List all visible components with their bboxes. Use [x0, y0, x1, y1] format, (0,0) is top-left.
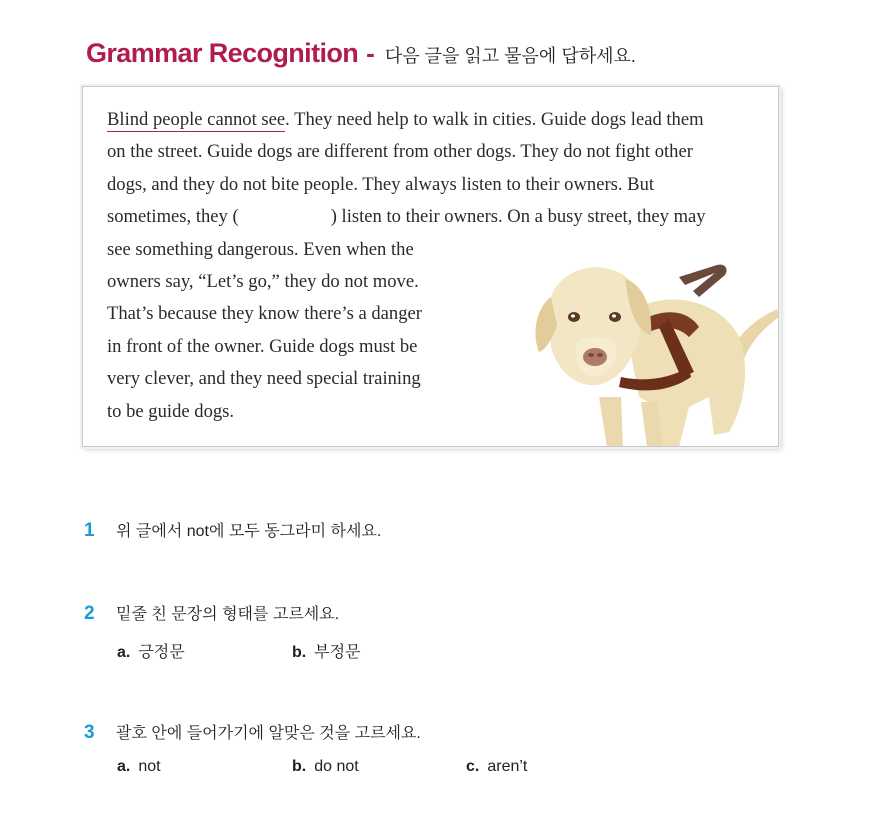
section-heading	[86, 38, 636, 69]
passage-line-2: on the street. Guide dogs are different from other dogs. They do not fight other	[107, 141, 693, 163]
question-text: 괄호 안에 들어가기에 알맞은 것을 고르세요.	[116, 725, 421, 742]
option-c[interactable]: c. aren’t	[466, 758, 528, 775]
option-a[interactable]: a. 긍정문	[117, 644, 185, 661]
passage-line-5: see something dangerous. Even when the	[107, 238, 414, 260]
title-dash: -	[366, 38, 375, 68]
passage-line-7: That’s because they know there’s a danger	[107, 303, 422, 325]
passage-line-4: sometimes, they ( ) listen to their owners. On a busy street, they may	[107, 206, 706, 228]
question-number: 3	[84, 722, 95, 743]
option-b[interactable]: b. do not	[292, 758, 359, 775]
question-1	[84, 518, 381, 542]
option-a[interactable]: a. not	[117, 758, 161, 775]
passage-line-3: dogs, and they do not bite people. They always listen to their owners. But	[107, 173, 655, 195]
passage-line-6: owners say, “Let’s go,” they do not move.	[107, 271, 419, 293]
question-text: 위 글에서 not에 모두 동그라미 하세요.	[116, 523, 382, 540]
question-number: 2	[84, 603, 95, 624]
reading-passage-box	[82, 86, 779, 447]
passage-line-9: very clever, and they need special training	[107, 368, 421, 390]
section-title: Grammar Recognition	[86, 38, 359, 68]
question-number: 1	[84, 520, 95, 541]
passage-line-1: Blind people cannot see. They need help to walk in cities. Guide dogs lead them	[107, 109, 704, 130]
question-3	[84, 720, 421, 744]
option-b[interactable]: b. 부정문	[292, 644, 361, 661]
underlined-sentence: Blind people cannot see	[107, 109, 286, 130]
question-2	[84, 601, 339, 625]
question-text: 밑줄 친 문장의 형태를 고르세요.	[116, 606, 340, 623]
instruction-text: 다음 글을 읽고 물음에 답하세요.	[384, 46, 636, 66]
guide-dog-illustration	[529, 257, 779, 447]
passage-line-10: to be guide dogs.	[107, 400, 235, 422]
passage-line-8: in front of the owner. Guide dogs must be	[107, 335, 418, 357]
